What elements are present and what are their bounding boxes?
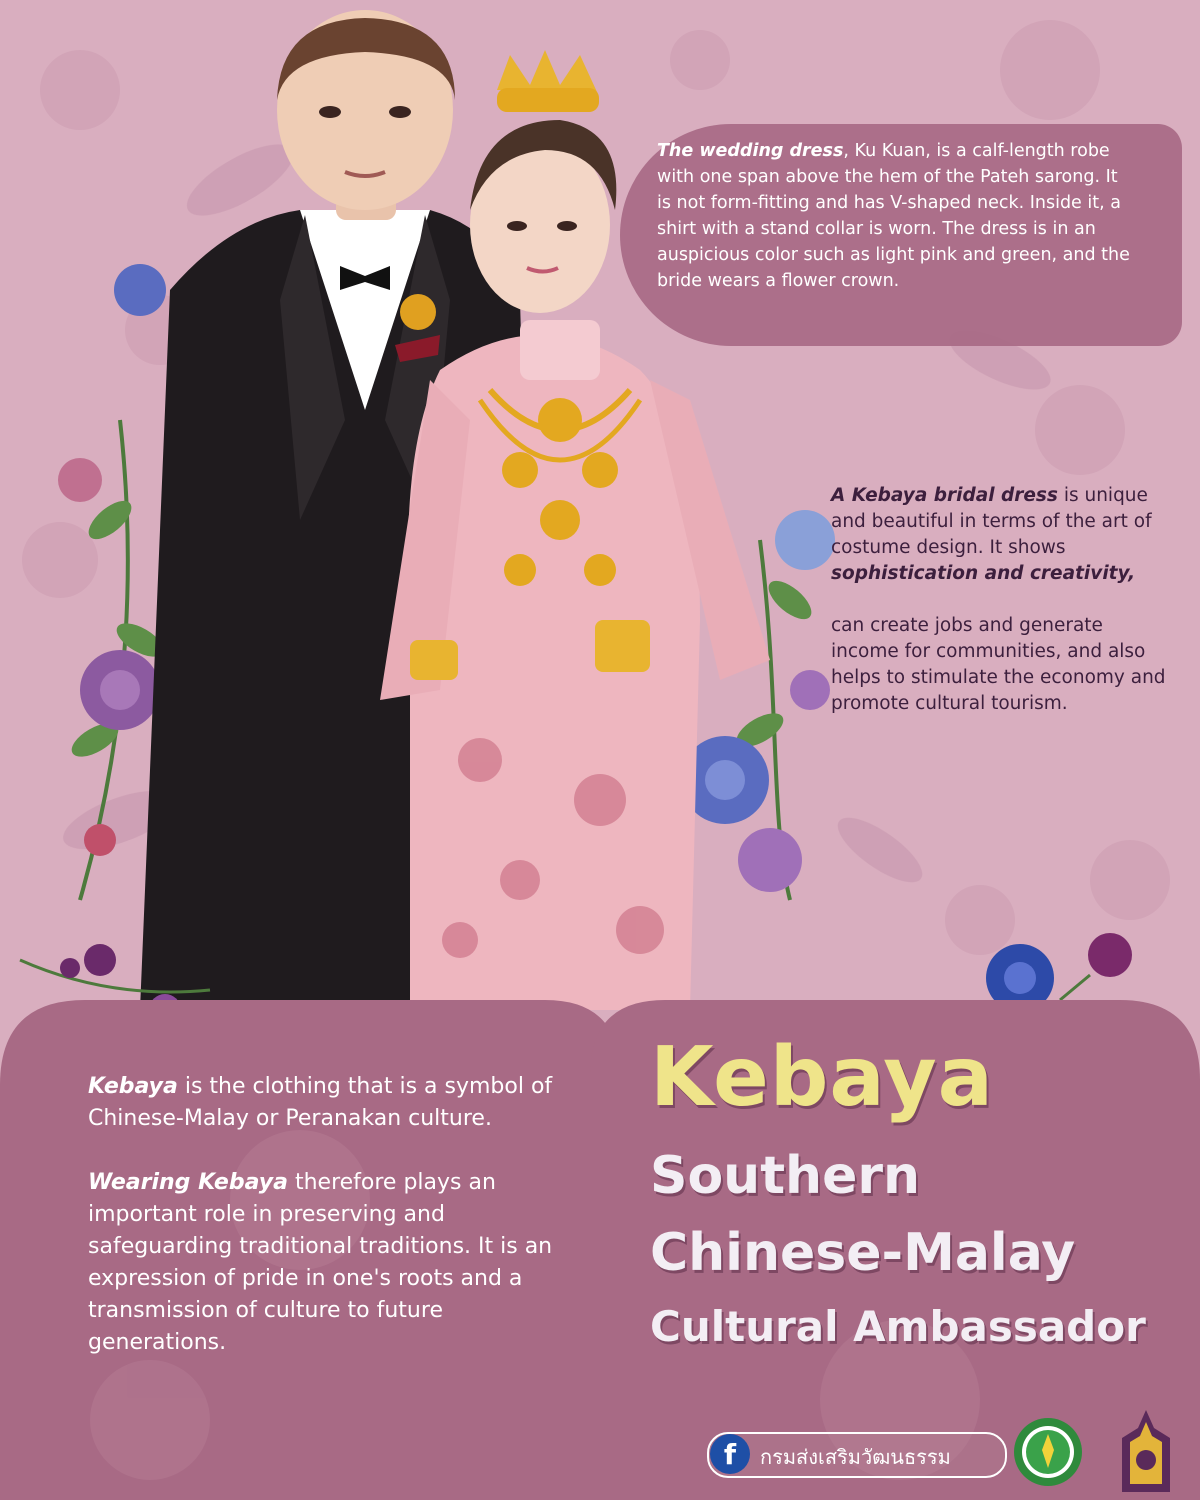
title-chinese-malay: Chinese-Malay: [650, 1223, 1076, 1283]
bridal-dress-emphasis: sophistication and creativity,: [831, 563, 1136, 584]
kebaya-description: [88, 1071, 568, 1391]
bridal-dress-body: is unique and beautiful in terms of the art of costume design. It shows: [831, 485, 1152, 558]
title-kebaya: Kebaya: [650, 1030, 995, 1125]
kebaya-body: is the clothing that is a symbol of Chinese-Malay or Peranakan culture.: [88, 1074, 553, 1131]
wedding-dress-body: , Ku Kuan, is a calf-length robe with one span above the hem of the Pateh sarong. It is not form-fitting and has V-shaped neck. Inside it, a shirt with a stand collar is worn. The dress is in an auspicious color such as light pink and green, and the bride wears a flower crown.: [657, 141, 1130, 291]
wearing-kebaya-body: therefore plays an important role in preserving and safeguarding traditional traditions. It is an expression of pride in one's roots and a transmission of culture to future generations.: [88, 1170, 553, 1355]
kebaya-lead: Kebaya: [88, 1074, 178, 1099]
wedding-dress-lead: The wedding dress: [657, 141, 844, 161]
department-seal-icon: [1012, 1416, 1084, 1488]
title-cultural-ambassador: Cultural Ambassador: [650, 1302, 1146, 1351]
bridal-dress-lead: A Kebaya bridal dress: [831, 485, 1058, 506]
facebook-page-name[interactable]: กรมส่งเสริมวัฒนธรรม: [760, 1445, 951, 1469]
bridal-dress-economy: can create jobs and generate income for communities, and also helps to stimulate the economy and promote cultural tourism.: [831, 615, 1166, 714]
title-southern: Southern: [650, 1146, 921, 1206]
royal-crest-icon: [1118, 1408, 1174, 1494]
facebook-icon[interactable]: f: [710, 1434, 750, 1474]
wearing-kebaya-lead: Wearing Kebaya: [88, 1170, 288, 1195]
